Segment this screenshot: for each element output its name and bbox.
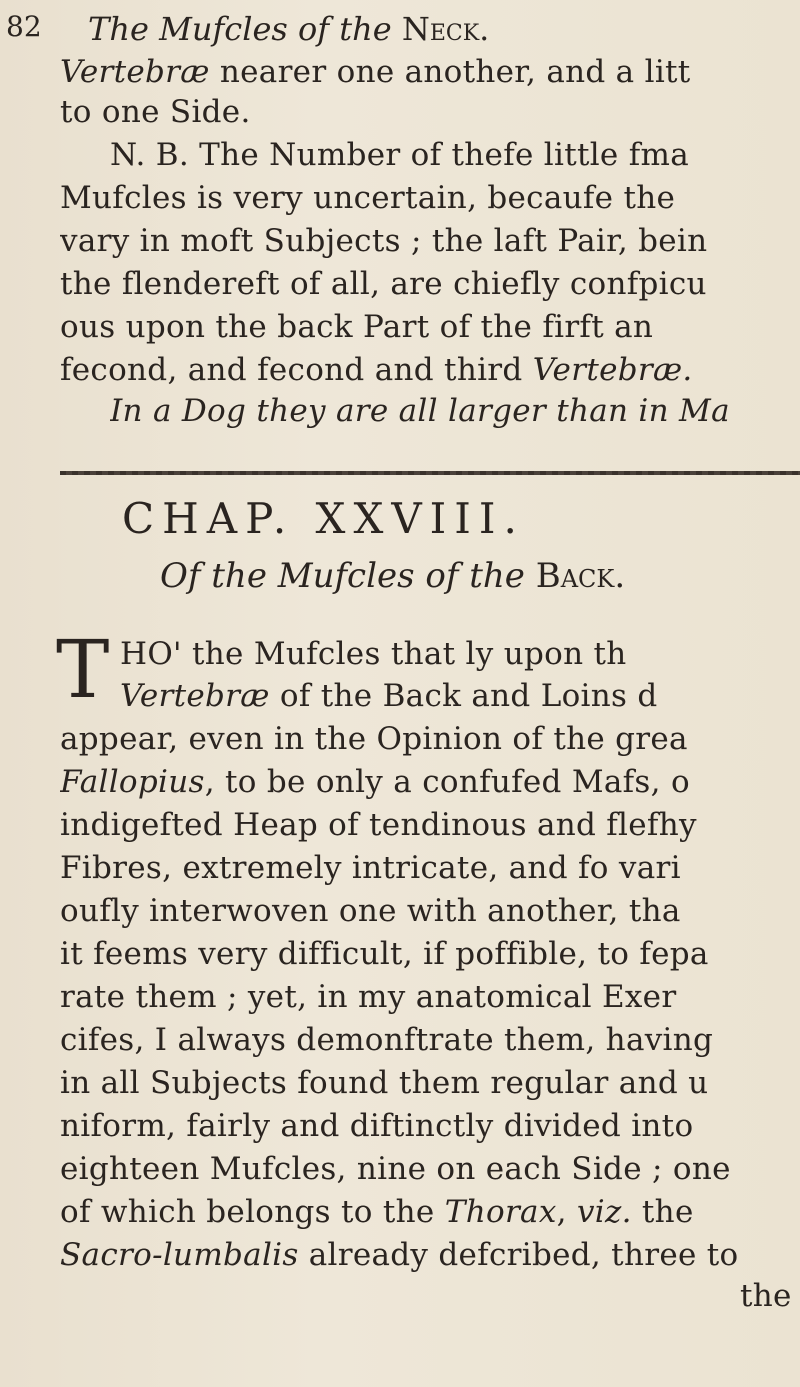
text-line: Fibres, extremely intricate, and fo vari — [60, 850, 681, 886]
italic-term: Vertebræ. — [532, 352, 693, 388]
italic-term: Thorax — [444, 1194, 557, 1230]
text-line: Mufcles is very uncertain, becaufe the — [60, 180, 676, 216]
text-run: already defcribed, three to — [298, 1237, 739, 1273]
catchword: the — [740, 1278, 792, 1314]
subtitle-text: Of the Mufcles of the — [160, 556, 536, 596]
text-line: ous upon the back Part of the firft an — [60, 309, 654, 345]
text-run: of the Back and Loins d — [269, 678, 658, 714]
text-line: indigefted Heap of tendinous and flefhy — [60, 807, 697, 843]
text-run: nearer one another, and a litt — [209, 54, 691, 90]
text-line: cifes, I always demonftrate them, having — [60, 1022, 714, 1058]
text-line — [120, 676, 800, 716]
text-run: of which belongs to the — [60, 1194, 445, 1230]
text-line: rate them ; yet, in my anatomical Exer — [60, 979, 677, 1015]
text-line: the flendereft of all, are chiefly confpicu — [60, 266, 707, 302]
chapter-title: CHAP. XXVIII. — [122, 494, 525, 543]
text-line: N. B. The Number of thefe little fma — [110, 137, 689, 173]
italic-term: Sacro-lumbalis — [60, 1237, 299, 1273]
text-line: oufly interwoven one with another, tha — [60, 893, 681, 929]
italic-term: Vertebræ — [60, 54, 210, 90]
text-line — [60, 1235, 800, 1275]
subtitle-back: Back. — [535, 556, 626, 596]
running-head-of: of — [297, 10, 330, 48]
text-run: , — [556, 1194, 577, 1230]
running-head-neck: Neck. — [401, 10, 490, 48]
text-line — [60, 350, 800, 390]
text-run: fecond, and fecond and third — [60, 352, 533, 388]
page-number: 82 — [6, 10, 42, 43]
drop-cap: T — [56, 623, 110, 716]
text-line: vary in moft Subjects ; the laft Pair, bein — [60, 223, 708, 259]
text-line: HO' the Mufcles that ly upon th — [120, 636, 627, 672]
italic-term: Fallopius — [60, 764, 205, 800]
text-line: In a Dog they are all larger than in Ma — [110, 393, 730, 429]
text-line — [60, 762, 800, 802]
text-line — [60, 52, 800, 92]
running-head — [88, 10, 489, 48]
text-line: appear, even in the Opinion of the grea — [60, 721, 688, 757]
italic-term: viz. — [576, 1194, 632, 1230]
running-head-the: The — [88, 10, 149, 48]
section-divider — [60, 471, 800, 475]
text-line: niform, fairly and diftinctly divided into — [60, 1108, 694, 1144]
italic-term: Vertebræ — [120, 678, 270, 714]
chapter-subtitle — [160, 556, 625, 596]
text-line: eighteen Mufcles, nine on each Side ; one — [60, 1151, 731, 1187]
running-head-the2: the — [339, 10, 392, 48]
text-line: to one Side. — [60, 94, 251, 130]
text-line: it feems very difficult, if poffible, to fepa — [60, 936, 709, 972]
text-run: , to be only a confufed Mafs, o — [204, 764, 690, 800]
text-run: the — [631, 1194, 694, 1230]
text-line — [60, 1192, 800, 1232]
running-head-muscles: Mufcles — [159, 10, 288, 48]
text-line: in all Subjects found them regular and u — [60, 1065, 709, 1101]
